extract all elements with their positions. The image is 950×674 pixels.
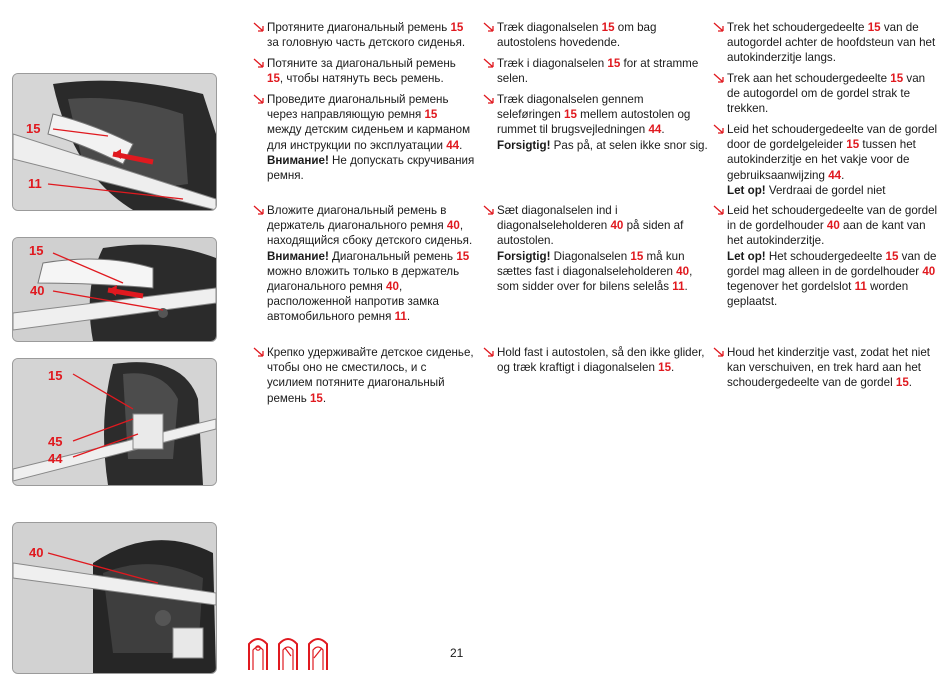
seat-belt-routing-icon-3 xyxy=(307,636,329,670)
part-reference-number: 15 xyxy=(890,72,904,85)
step-arrow-icon xyxy=(713,204,725,216)
part-reference-number: 40 xyxy=(446,219,460,233)
warning-label: Let op! xyxy=(727,183,766,197)
part-reference-number: 15 xyxy=(846,138,860,152)
step-text: Trek aan het schoudergedeelte xyxy=(727,72,891,85)
instruction-step xyxy=(713,203,938,309)
instruction-step xyxy=(713,122,938,198)
callout-15: 15 xyxy=(48,368,63,383)
step-text: за головную часть детского сиденья. xyxy=(267,36,466,50)
step-text: Træk i diagonalselen xyxy=(497,57,608,70)
step-text: Trek het schoudergedeelte xyxy=(727,21,868,34)
part-reference-number: 40 xyxy=(610,219,624,233)
step-text: . xyxy=(684,280,688,294)
step-text: Pas på, at selen ikke snor sig. xyxy=(550,138,708,152)
step-text: aan de kant van het autokinderzitje. xyxy=(727,219,926,248)
part-reference-number: 15 xyxy=(885,249,899,263)
part-reference-number: 11 xyxy=(854,280,867,294)
step-text: Sæt diagonalselen ind i diagonalseleholderen xyxy=(497,204,618,233)
part-reference-number: 15 xyxy=(456,249,470,263)
page-number: 21 xyxy=(450,646,464,660)
step-arrow-icon xyxy=(253,346,265,358)
warning-label: Внимание! xyxy=(267,153,329,167)
step-text: . xyxy=(908,376,913,390)
step-arrow-icon xyxy=(483,204,495,216)
step-text: , находящийся сбоку детского сиденья. xyxy=(267,219,473,248)
part-reference-number: 15 xyxy=(309,391,323,405)
part-reference-number: 44 xyxy=(446,138,460,152)
car-seat-belt-illustration-3 xyxy=(13,359,216,485)
part-reference-number: 15 xyxy=(658,361,672,375)
callout-15: 15 xyxy=(29,243,44,258)
step-text: Не допускать скручивания ремня. xyxy=(267,153,475,183)
step-text: . xyxy=(406,310,411,324)
part-reference-number: 15 xyxy=(450,21,464,34)
step-arrow-icon xyxy=(483,93,495,105)
step-arrow-icon xyxy=(483,57,495,69)
step-arrow-icon xyxy=(483,21,495,33)
figure-3-photo xyxy=(12,358,217,486)
step-text: , чтобы натянуть весь ремень. xyxy=(279,72,444,86)
part-reference-number: 15 xyxy=(630,249,644,263)
seat-belt-routing-icon-2 xyxy=(277,636,299,670)
callout-11: 11 xyxy=(28,176,42,191)
step-text: Вложите диагональный ремень в держатель диагонального ремня xyxy=(267,204,447,233)
part-reference-number: 44 xyxy=(828,168,842,182)
figure-1-photo xyxy=(12,73,217,211)
step-text: Verdraai de gordel niet xyxy=(765,183,886,197)
instruction-step xyxy=(253,56,475,86)
step-text: Het schoudergedeelte xyxy=(765,249,886,263)
step-text: . xyxy=(459,138,463,152)
step-text: Проведите диагональный ремень через направляющую ремня xyxy=(267,93,449,122)
callout-45: 45 xyxy=(48,434,63,449)
callout-40: 40 xyxy=(30,283,45,298)
step-text: Hold fast i autostolen, så den ikke glider, og træk kraftigt i diagonalselen xyxy=(497,346,705,375)
step-arrow-icon xyxy=(483,346,495,358)
instruction-step xyxy=(713,20,938,66)
step-text: Houd het kinderzitje vast, zodat het niet kan verschuiven, en trek hard aan het schoudergedeelte van de gordel xyxy=(727,346,931,390)
step-arrow-icon xyxy=(713,72,725,84)
step-text: van de autogordel achter de hoofdsteun van het autokinderzitje langs. xyxy=(727,21,936,65)
instruction-step xyxy=(483,20,708,50)
instruction-step xyxy=(483,345,708,375)
step-arrow-icon xyxy=(253,57,265,69)
instruction-step xyxy=(483,92,708,153)
step-text: Leid het schoudergedeelte van de gordel in de gordelhouder xyxy=(727,204,938,233)
step-text: worden geplaatst. xyxy=(727,280,909,309)
footer-icons xyxy=(247,636,329,670)
part-reference-number: 15 xyxy=(601,21,615,34)
instruction-step xyxy=(253,203,475,325)
step-text: Træk diagonalselen gennem seleføringen xyxy=(497,93,644,122)
step-arrow-icon xyxy=(253,204,265,216)
callout-44: 44 xyxy=(48,451,63,466)
step-text: можно вложить только в держатель диагонального ремня xyxy=(267,264,460,294)
step-text: Træk diagonalselen xyxy=(497,21,602,34)
part-reference-number: 40 xyxy=(922,264,936,278)
step-text: Диагональный ремень xyxy=(328,249,457,263)
part-reference-number: 15 xyxy=(564,108,577,122)
part-reference-number: 40 xyxy=(676,264,690,278)
step-text: между детским сиденьем и карманом для инструкции по эксплуатации xyxy=(267,123,471,152)
step-text: Потяните за диагональный ремень xyxy=(267,57,456,70)
step-text: må kun sættes fast i diagonalseleholderen xyxy=(497,249,685,278)
part-reference-number: 40 xyxy=(386,280,399,294)
step-text: Diagonalselen xyxy=(550,249,631,263)
step-text: for at stramme selen. xyxy=(497,57,699,86)
instruction-step xyxy=(713,71,938,117)
step-text: Протяните диагональный ремень xyxy=(267,21,451,34)
callout-40: 40 xyxy=(29,545,44,560)
warning-label: Внимание! xyxy=(267,249,329,263)
step-text: om bag autostolens hovedende. xyxy=(497,21,657,50)
warning-label: Let op! xyxy=(727,249,766,263)
part-reference-number: 11 xyxy=(394,310,407,324)
instruction-step xyxy=(253,92,475,183)
step-text: . xyxy=(661,123,665,137)
instruction-step xyxy=(713,345,938,391)
step-text: , расположенной напротив замка автомобильного ремня xyxy=(267,280,439,324)
instruction-step xyxy=(483,203,708,294)
part-reference-number: 15 xyxy=(424,108,438,122)
part-reference-number: 44 xyxy=(648,123,662,137)
warning-label: Forsigtig! xyxy=(497,249,551,263)
step-text: van de autogordel om de gordel strak te trekken. xyxy=(727,72,926,116)
step-text: van de gordel mag alleen in de gordelhouder xyxy=(727,249,937,278)
step-text: Крепко удерживайте детское сиденье, чтобы оно не сместилось, и с усилием потяните диагональный ремень xyxy=(267,346,474,405)
part-reference-number: 15 xyxy=(267,72,280,86)
step-text: Leid het schoudergedeelte van de gordel door de gordelgeleider xyxy=(727,123,938,152)
step-arrow-icon xyxy=(713,21,725,33)
step-text: , som sidder over for bilens selelås xyxy=(497,264,693,294)
step-arrow-icon xyxy=(713,123,725,135)
step-text: . xyxy=(322,391,327,405)
instruction-step xyxy=(253,20,475,50)
callout-15: 15 xyxy=(26,121,41,136)
step-text: . xyxy=(671,361,675,375)
step-arrow-icon xyxy=(253,21,265,33)
step-text: på siden af autostolen. xyxy=(497,219,684,248)
car-seat-belt-illustration-1 xyxy=(13,74,216,210)
step-text: . xyxy=(841,168,845,182)
step-text: tegenover het gordelslot xyxy=(727,280,855,294)
step-arrow-icon xyxy=(713,346,725,358)
part-reference-number: 15 xyxy=(867,21,881,34)
instruction-step xyxy=(483,56,708,86)
seat-belt-routing-icon-1 xyxy=(247,636,269,670)
step-text: mellem autostolen og rummet til brugsvejledningen xyxy=(497,108,691,137)
step-text: tussen het autokinderzitje en het vakje voor de gebruiksaanwijzing xyxy=(727,138,916,182)
part-reference-number: 15 xyxy=(895,376,909,390)
instruction-step xyxy=(253,345,475,406)
part-reference-number: 15 xyxy=(607,57,621,70)
part-reference-number: 11 xyxy=(672,280,685,294)
step-arrow-icon xyxy=(253,93,265,105)
part-reference-number: 40 xyxy=(826,219,840,233)
warning-label: Forsigtig! xyxy=(497,138,551,152)
